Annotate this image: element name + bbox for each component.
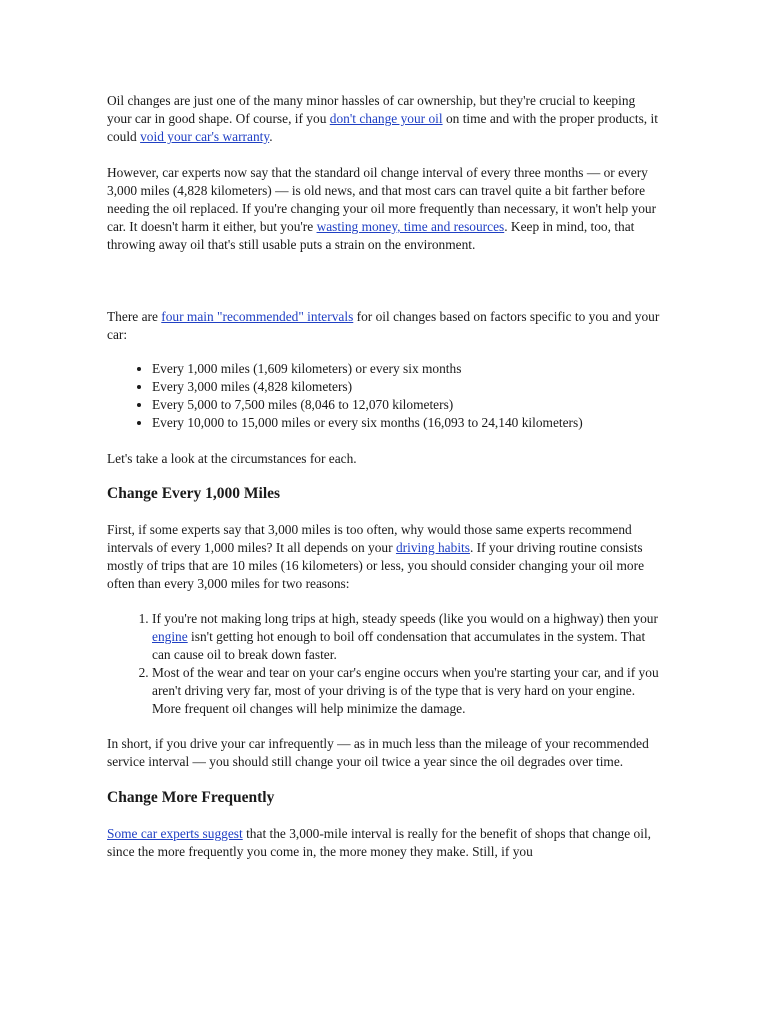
some-car-experts-link[interactable]: Some car experts suggest — [107, 826, 243, 841]
list-item: 2. Most of the wear and tear on your car's engine occurs when you're starting your car, and if you aren't driving very far, most of your driving is of the type that is very hard on your engine. More frequent oil changes will help minimize the damage. — [152, 664, 662, 718]
intervals-intro-paragraph — [107, 308, 662, 344]
recommended-intervals-link[interactable]: four main "recommended" intervals — [161, 309, 354, 324]
experts-text-2: . Keep in mind, too, that throwing away oil that's still usable puts a strain on the environment. — [107, 219, 635, 252]
intro-text-2: on time and with the proper products, it could — [107, 111, 658, 144]
intervals-intro-text-1: There are — [107, 309, 162, 324]
experts-text-1: However, car experts now say that the standard oil change interval of every three months — or every 3,000 miles (4,828 kilometers) — is old news, and that most cars can travel quite a bit farther before needing the oil replaced. If you're changing your oil more frequently than necessary, it won't help your car. It doesn't harm it either, but you're — [107, 165, 657, 234]
intro-paragraph — [107, 92, 662, 146]
reason-1-text-2: isn't getting hot enough to boil off condensation that accumulates in the system. That can cause oil to break down faster. — [152, 629, 646, 662]
intro-text-1: Oil changes are just one of the many minor hassles of car ownership, but they're crucial to keeping your car in good shape. Of course, if you — [107, 93, 636, 126]
list-item: • Every 10,000 to 15,000 miles or every six months (16,093 to 24,140 kilometers) — [152, 414, 662, 432]
driving-habits-link[interactable]: driving habits — [395, 540, 470, 555]
dont-change-oil-link[interactable]: don't change your oil — [329, 111, 443, 126]
reasons-list — [107, 610, 662, 718]
thousand-text-1: First, if some experts say that 3,000 miles is too often, why would those same experts recommend intervals of every 1,000 miles? It all depends on your — [107, 522, 632, 555]
engine-link[interactable]: engine — [152, 629, 188, 644]
reason-1-text-1: If you're not making long trips at high, steady speeds (like you would on a highway) then your — [152, 611, 658, 626]
circumstances-paragraph: Let's take a look at the circumstances for each. — [107, 451, 357, 466]
thousand-miles-paragraph — [107, 521, 662, 593]
list-item: • Every 5,000 to 7,500 miles (8,046 to 12,070 kilometers) — [152, 396, 662, 414]
thousand-text-2: . If your driving routine consists mostly of trips that are 10 miles (16 kilometers) or less, you should consider changing your oil more often than every 3,000 miles for two reasons: — [107, 540, 645, 591]
experts-paragraph — [107, 164, 662, 254]
section-heading-more-frequently: Change More Frequently — [107, 789, 275, 806]
intervals-intro-text-2: for oil changes based on factors specific to you and your car: — [107, 309, 660, 342]
void-warranty-link[interactable]: void your car's warranty — [140, 129, 270, 144]
list-item: • Every 3,000 miles (4,828 kilometers) — [152, 378, 662, 396]
infrequent-paragraph: In short, if you drive your car infrequently — as in much less than the mileage of your recommended service interval — you should still change your oil twice a year since the oil degrades over time. — [107, 736, 649, 769]
list-item: • Every 1,000 miles (1,609 kilometers) or every six months — [152, 360, 662, 378]
wasting-money-link[interactable]: wasting money, time and resources — [316, 219, 505, 234]
intervals-list — [107, 360, 662, 432]
intro-text-3: . — [269, 129, 273, 144]
more-frequently-text: that the 3,000-mile interval is really for the benefit of shops that change oil, since the more frequently you come in, the more money they make. Still, if you — [107, 826, 652, 859]
section-heading-1000-miles: Change Every 1,000 Miles — [107, 485, 281, 502]
article-body — [107, 92, 662, 861]
more-frequently-paragraph — [107, 825, 662, 861]
list-item — [152, 610, 662, 664]
